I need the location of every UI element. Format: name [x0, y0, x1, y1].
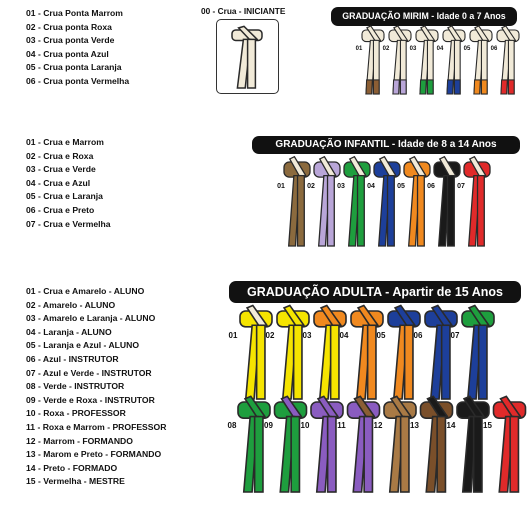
- belt-mirim-02: [389, 26, 411, 94]
- adulta-item: 04 - Laranja - ALUNO: [26, 326, 112, 337]
- belt-number: 06: [490, 46, 498, 52]
- infantil-item: 04 - Crua e Azul: [26, 177, 91, 188]
- belt-adulta-01: [240, 305, 272, 399]
- belt-adulta-02: [277, 305, 309, 399]
- belt-infantil-01: [284, 157, 310, 246]
- belt-number: 05: [376, 331, 386, 340]
- belt-number: 04: [367, 183, 375, 190]
- belt-adulta-05: [388, 305, 420, 399]
- infantil-item: 06 - Crua e Preto: [26, 204, 95, 215]
- adulta-item: 14 - Preto - FORMADO: [26, 462, 118, 473]
- belt-number: 06: [427, 183, 435, 190]
- mirim-item: 03 - Crua ponta Verde: [26, 35, 115, 46]
- infantil-item: 07 - Crua e Vermelha: [26, 218, 111, 229]
- adulta-title: GRADUAÇÃO ADULTA - Apartir de 15 Anos: [229, 281, 521, 303]
- belt-adulta-11: [348, 396, 380, 492]
- infantil-title: GRADUAÇÃO INFANTIL - Idade de 8 a 14 Anos: [252, 136, 520, 154]
- belt-number: 05: [463, 46, 471, 52]
- belt-mirim-03: [416, 26, 438, 94]
- infantil-item: 03 - Crua e Verde: [26, 164, 96, 175]
- adulta-item: 10 - Roxa - PROFESSOR: [26, 408, 126, 419]
- belt-adulta-14: [457, 396, 489, 492]
- adulta-item: 11 - Roxa e Marrom - PROFESSOR: [26, 421, 167, 432]
- adulta-item: 15 - Vermelha - MESTRE: [26, 476, 125, 487]
- belt-number: 03: [409, 46, 417, 52]
- mirim-item: 04 - Crua ponta Azul: [26, 48, 109, 59]
- adulta-item: 12 - Marrom - FORMANDO: [26, 435, 133, 446]
- belt-infantil-03: [344, 157, 370, 246]
- belt-mirim-06: [497, 26, 519, 94]
- adulta-item: 07 - Azul e Verde - INSTRUTOR: [26, 367, 152, 378]
- belt-infantil-02: [314, 157, 340, 246]
- adulta-item: 13 - Marom e Preto - FORMANDO: [26, 449, 162, 460]
- infantil-item: 01 - Crua e Marrom: [26, 137, 104, 147]
- belt-adulta-09: [275, 396, 307, 492]
- belt-iniciante: [232, 26, 262, 88]
- belt-number: 06: [413, 331, 423, 340]
- belt-infantil-04: [374, 157, 400, 246]
- mirim-item: 02 - Crua ponta Roxa: [26, 21, 112, 32]
- adulta-item: 06 - Azul - INSTRUTOR: [26, 353, 119, 364]
- mirim-title: GRADUAÇÃO MIRIM - Idade 0 a 7 Anos: [331, 7, 517, 26]
- belt-number: 07: [457, 183, 465, 190]
- infantil-item: 05 - Crua e Laranja: [26, 191, 103, 202]
- belt-number: 01: [277, 183, 285, 190]
- adulta-item: 01 - Crua e Amarelo - ALUNO: [26, 286, 145, 296]
- belt-adulta-07: [462, 305, 494, 399]
- mirim-item: 01 - Crua Ponta Marrom: [26, 8, 123, 18]
- belt-number: 12: [373, 421, 383, 430]
- adulta-item: 05 - Laranja e Azul - ALUNO: [26, 340, 140, 351]
- belt-adulta-12: [384, 396, 416, 492]
- adulta-item: 02 - Amarelo - ALUNO: [26, 299, 116, 310]
- adulta-item: 03 - Amarelo e Laranja - ALUNO: [26, 313, 156, 324]
- belt-infantil-05: [404, 157, 430, 246]
- belt-adulta-08: [238, 396, 270, 492]
- belt-mirim-05: [470, 26, 492, 94]
- belt-number: 07: [450, 331, 460, 340]
- belt-number: 15: [483, 421, 492, 430]
- belt-number: 13: [410, 421, 419, 430]
- belt-adulta-10: [311, 396, 343, 492]
- belt-infantil-06: [434, 157, 460, 246]
- belt-number: 10: [300, 421, 310, 430]
- mirim-item: 06 - Crua ponta Vermelha: [26, 75, 130, 86]
- mirim-item: 05 - Crua ponta Laranja: [26, 62, 122, 73]
- iniciante-label: 00 - Crua - INICIANTE: [201, 6, 286, 16]
- belt-mirim-04: [443, 26, 465, 94]
- belt-adulta-15: [494, 396, 526, 492]
- belt-number: 08: [227, 421, 237, 430]
- belt-number: 11: [337, 421, 346, 430]
- belt-number: 01: [228, 331, 238, 340]
- belt-number: 01: [355, 46, 363, 52]
- belt-number: 04: [436, 46, 444, 52]
- adulta-item: 09 - Verde e Roxa - INSTRUTOR: [26, 394, 155, 405]
- belt-number: 02: [382, 46, 390, 52]
- belt-infantil-07: [464, 157, 490, 246]
- infantil-item: 02 - Crua e Roxa: [26, 150, 94, 161]
- adulta-item: 08 - Verde - INSTRUTOR: [26, 381, 125, 392]
- belt-adulta-04: [351, 305, 383, 399]
- belt-number: 09: [264, 421, 273, 430]
- belt-number: 02: [265, 331, 275, 340]
- belt-number: 04: [339, 331, 349, 340]
- belt-number: 03: [337, 183, 345, 190]
- belt-number: 05: [397, 183, 405, 190]
- belt-number: 03: [302, 331, 312, 340]
- belt-number: 14: [446, 421, 456, 430]
- belt-mirim-01: [362, 26, 384, 94]
- belt-adulta-03: [314, 305, 346, 399]
- belt-adulta-13: [421, 396, 453, 492]
- belt-number: 02: [307, 183, 315, 190]
- belt-adulta-06: [425, 305, 457, 399]
